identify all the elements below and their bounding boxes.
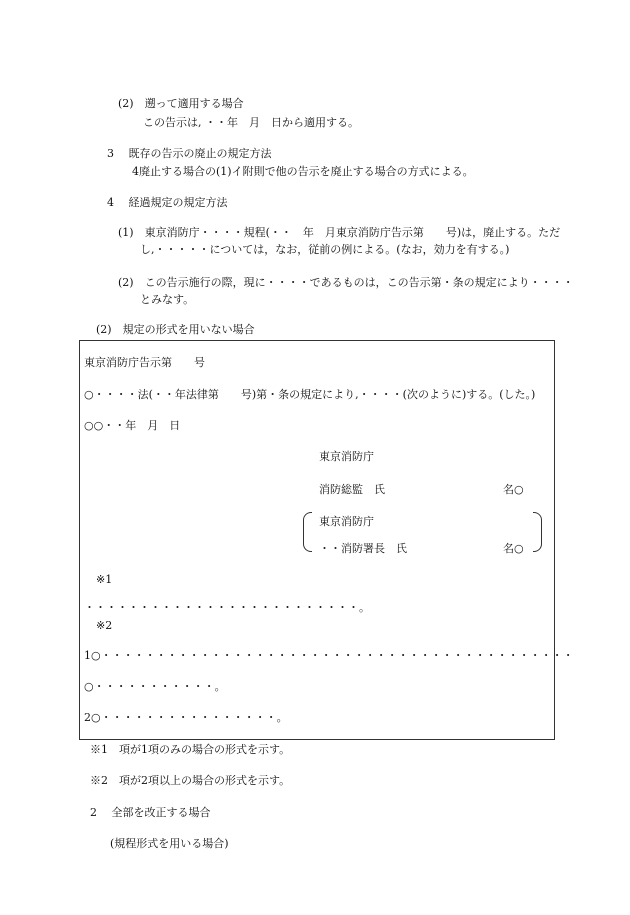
no-rule-form-heading: (2) 規定の形式を用いない場合 [96, 323, 255, 336]
law-provision-line: ○・・・・法(・・年法律第 号)第・条の規定により,・・・・(次のように)する。(した。) [84, 388, 536, 401]
section3-body: 4廃止する場合の(1)イ附則で他の告示を廃止する場合の方式による。 [132, 165, 474, 178]
section4-item2-line1: (2) この告示施行の際，現に・・・・であるものは，この告示第・条の規定により・・・・ [118, 276, 574, 289]
name-seal-mark: 名○ [503, 483, 524, 496]
retro-heading: (2) 遡って適用する場合 [118, 97, 244, 110]
station-chief-line: ・・消防署長 氏 [319, 542, 407, 555]
right-bracket [533, 512, 542, 552]
section4-item2-line2: とみなす。 [140, 293, 195, 306]
section4-item1-line2: し,・・・・・については，なお，従前の例による。(なお，効力を有する。) [140, 243, 510, 256]
footnote-2: ※2 項が2項以上の場合の形式を示す。 [90, 774, 291, 787]
footnote-1: ※1 項が1項のみの場合の形式を示す。 [90, 743, 291, 756]
paragraph-circle-line: ○・・・・・・・・・・・。 [84, 680, 226, 693]
retro-body: この告示は, ・・年 月 日から適用する。 [143, 116, 359, 129]
fire-chief-line: 消防総監 氏 [319, 483, 385, 496]
note1-marker: ※1 [96, 573, 113, 586]
paragraph-2-line: 2○・・・・・・・・・・・・・・・・。 [84, 711, 288, 724]
notice-number: 東京消防庁告示第 号 [84, 356, 205, 369]
section4-heading: 4 経過規定の規定方法 [107, 196, 228, 209]
paragraph-1-line: 1○・・・・・・・・・・・・・・・・・・・・・・・・・・・・・・・・・・・・・・・・・・・ [84, 649, 574, 662]
note2-marker: ※2 [96, 619, 113, 632]
section2-sub: (規程形式を用いる場合) [110, 837, 229, 850]
date-line: ○○・・年 月 日 [84, 419, 181, 432]
left-bracket [303, 512, 312, 552]
agency-name-alt: 東京消防庁 [319, 515, 374, 528]
section3-heading: 3 既存の告示の廃止の規定方法 [107, 147, 272, 160]
section4-item1-line1: (1) 東京消防庁・・・・規程(・・ 年 月東京消防庁告示第 号)は，廃止する。ただ [118, 226, 561, 239]
name-seal-mark-alt: 名○ [503, 542, 524, 555]
dots-line: ・・・・・・・・・・・・・・・・・・・・・・・・・。 [84, 601, 370, 614]
section2-heading: 2 全部を改正する場合 [90, 806, 211, 819]
agency-name: 東京消防庁 [319, 450, 374, 463]
